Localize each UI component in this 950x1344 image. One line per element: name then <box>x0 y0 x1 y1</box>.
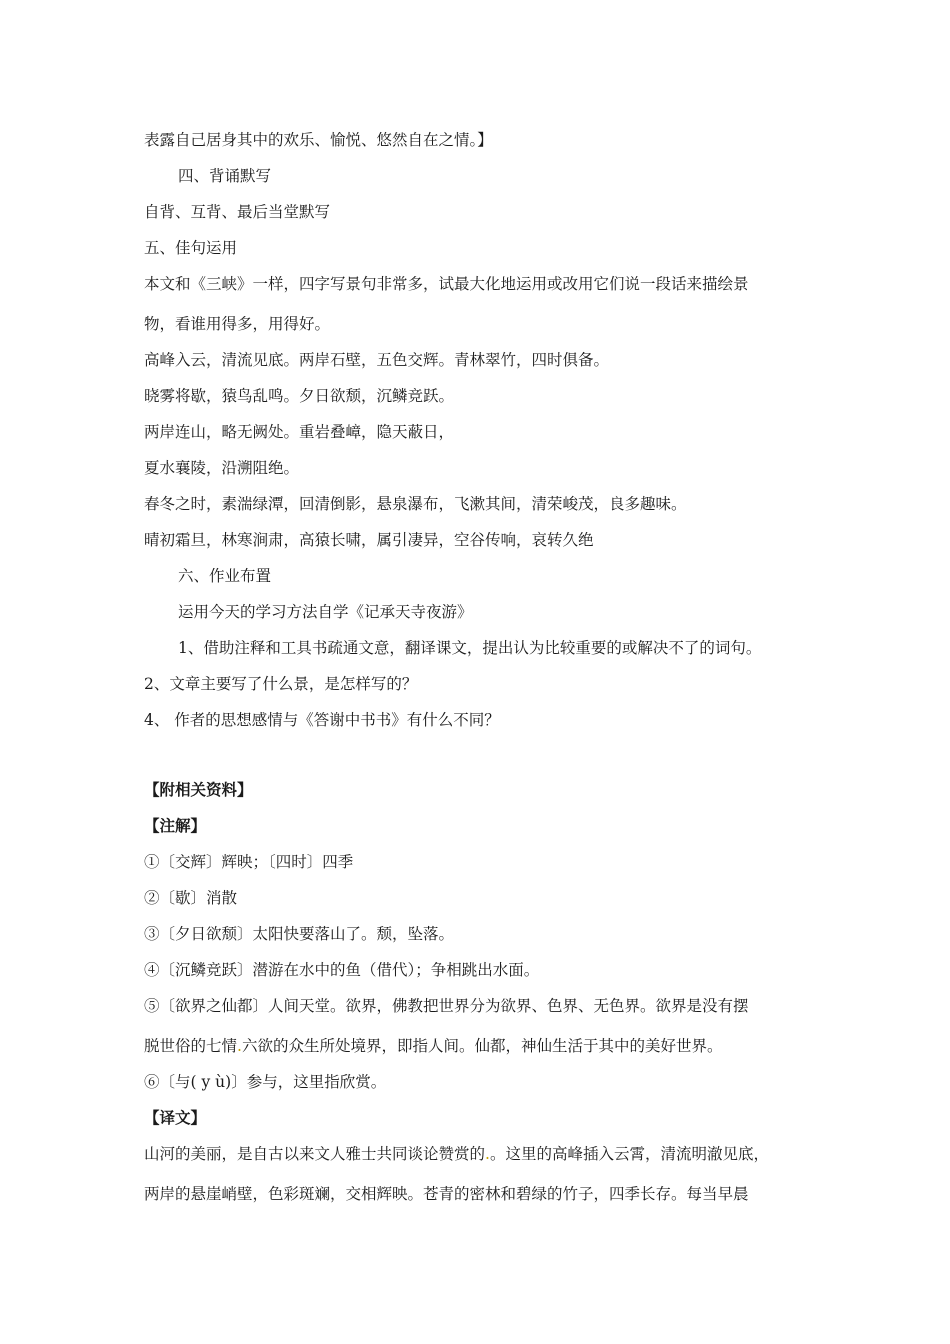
stray-dot: . <box>237 1037 242 1055</box>
note-item-continued <box>144 1034 722 1056</box>
text-line: 晓雾将歇，猿鸟乱鸣。夕日欲颓，沉鳞竞跃。 <box>144 387 455 405</box>
note-item: ②〔歇〕消散 <box>144 889 238 907</box>
translation-heading: 【译文】 <box>144 1108 207 1127</box>
text-line: 表露自己居身其中的欢乐、愉悦、悠然自在之情。】 <box>144 131 493 149</box>
text-line: 高峰入云，清流见底。两岸石壁，五色交辉。青林翠竹，四时俱备。 <box>144 351 610 369</box>
note-item: ③〔夕日欲颓〕太阳快要落山了。颓，坠落。 <box>144 925 455 943</box>
text-line: 两岸连山，略无阙处。重岩叠嶂，隐天蔽日， <box>144 423 455 441</box>
text-line: 4、 作者的思想感情与《答谢中书书》有什么不同？ <box>144 711 500 729</box>
text-segment: 脱世俗的七情 <box>144 1037 238 1055</box>
stray-dot: . <box>485 1145 490 1163</box>
section-heading-homework: 六、作业布置 <box>178 567 272 585</box>
section-heading-sentences: 五、佳句运用 <box>144 239 238 257</box>
text-line: 本文和《三峡》一样，四字写景句非常多，试最大化地运用或改用它们说一段话来描绘景 <box>144 275 749 293</box>
translation-line: 两岸的悬崖峭壁，色彩斑斓，交相辉映。苍青的密林和碧绿的竹子，四季长存。每当早晨 <box>144 1185 749 1203</box>
note-item: ⑤〔欲界之仙都〕人间天堂。欲界，佛教把世界分为欲界、色界、无色界。欲界是没有摆 <box>144 997 749 1015</box>
text-line: 夏水襄陵，沿溯阻绝。 <box>144 459 300 477</box>
notes-heading: 【注解】 <box>144 816 207 835</box>
note-item: ①〔交辉〕辉映；〔四时〕四季 <box>144 853 354 871</box>
text-segment: 。这里的高峰插入云霄，清流明澈见底， <box>489 1145 769 1163</box>
section-heading-recite: 四、背诵默写 <box>178 167 272 185</box>
appendix-heading: 【附相关资料】 <box>144 780 253 799</box>
text-segment: 六欲的众生所处境界，即指人间。仙都，神仙生活于其中的美好世界。 <box>241 1037 723 1055</box>
text-line: 2、文章主要写了什么景，是怎样写的？ <box>144 675 418 693</box>
text-line: 运用今天的学习方法自学《记承天寺夜游》 <box>178 603 473 621</box>
text-line: 物，看谁用得多，用得好。 <box>144 315 331 333</box>
translation-line <box>144 1142 769 1164</box>
text-segment: 山河的美丽，是自古以来文人雅士共同谈论赞赏的 <box>144 1145 486 1163</box>
text-line: 晴初霜旦，林寒涧肃，高猿长啸，属引凄异，空谷传响，哀转久绝 <box>144 531 594 549</box>
note-item: ⑥〔与( y ù)〕参与，这里指欣赏。 <box>144 1073 387 1091</box>
text-line: 自背、互背、最后当堂默写 <box>144 203 331 221</box>
text-line: 1、借助注释和工具书疏通文意，翻译课文，提出认为比较重要的或解决不了的词句。 <box>178 639 762 657</box>
note-item: ④〔沉鳞竞跃〕潜游在水中的鱼（借代）；争相跳出水面。 <box>144 961 540 979</box>
text-line: 春冬之时，素湍绿潭，回清倒影，悬泉瀑布，飞漱其间，清荣峻茂，良多趣味。 <box>144 495 687 513</box>
